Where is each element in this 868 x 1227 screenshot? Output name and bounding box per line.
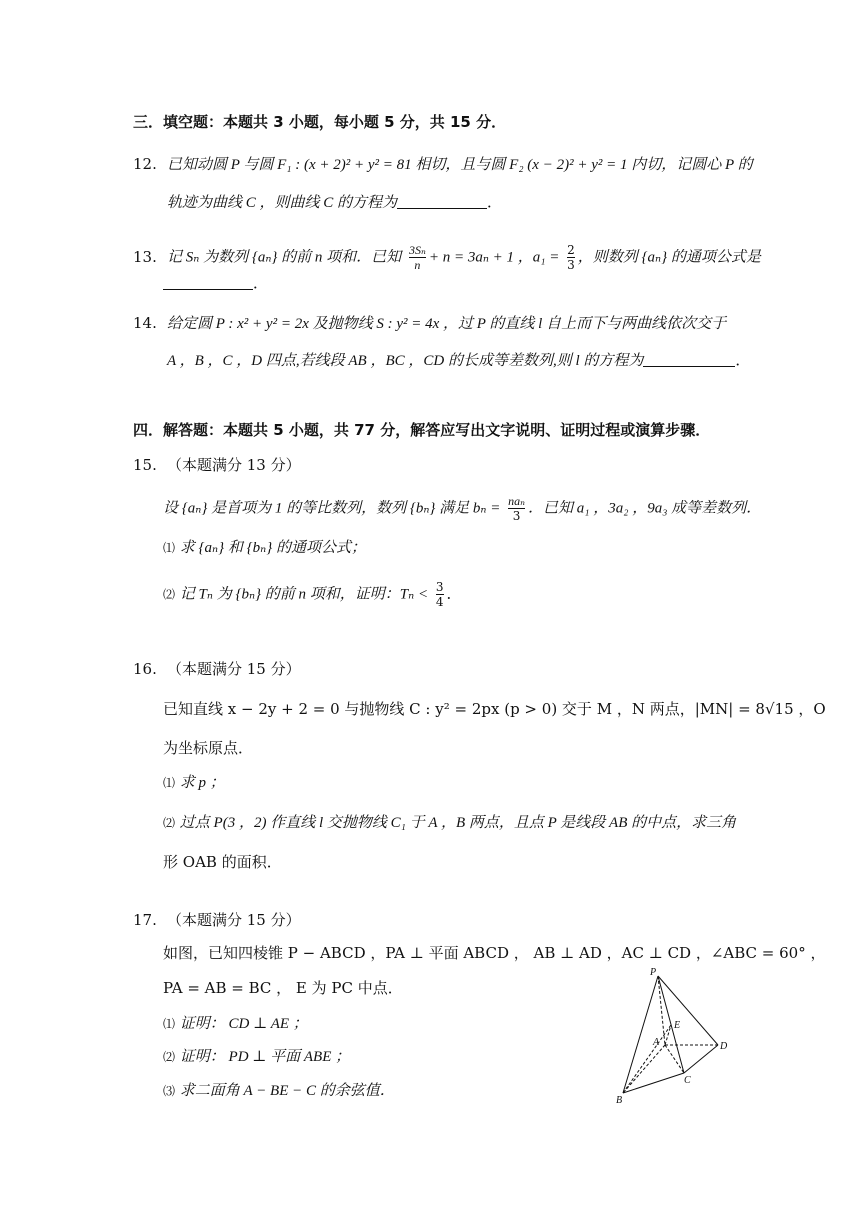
question-14-line-2: [167, 350, 750, 371]
question-17-part-1-text: 证明： CD ⊥ AE ；: [179, 1016, 308, 1032]
label-P: P: [650, 967, 657, 978]
question-15-header: [133, 455, 301, 475]
q15-fraction-numerator: naₙ: [508, 494, 526, 508]
question-15-fraction: [508, 494, 525, 523]
question-13-text-b: + n = 3aₙ + 1 ，a₁ =: [428, 249, 560, 266]
fraction-2-numerator: 2: [567, 243, 575, 257]
part-label: ⑴: [163, 776, 176, 790]
fraction-1-numerator: 3Sₙ: [408, 243, 426, 257]
question-17-part-3-text: 求二面角 A − BE − C 的余弦值．: [179, 1083, 395, 1099]
question-16-part-2-line-2: 形 OAB 的面积．: [163, 853, 282, 871]
question-17-part-2: [163, 1046, 350, 1067]
label-A: A: [653, 1037, 660, 1048]
question-15-part-1: [163, 537, 366, 558]
question-12-line-2: [167, 192, 502, 213]
question-12-number: 12.: [133, 155, 157, 173]
part-label: ⑶: [163, 1084, 176, 1098]
question-17-header: [133, 910, 301, 930]
question-15-stem: [163, 494, 761, 523]
q15-p2-numerator: 3: [435, 580, 444, 594]
edge-PB: [623, 976, 658, 1093]
question-15-stem-a: 设 {aₙ} 是首项为 1 的等比数列，数列 {bₙ} 满足 bₙ =: [163, 500, 501, 517]
question-13-text-c: ，则数列 {aₙ} 的通项公式是: [577, 249, 761, 266]
fraction-1-denominator: n: [414, 258, 421, 272]
part-label: ⑴: [163, 1017, 176, 1031]
question-17-part-3: [163, 1080, 395, 1101]
label-B: B: [616, 1095, 623, 1105]
question-13-line-1: [133, 243, 761, 272]
question-12-period: ．: [487, 193, 503, 211]
question-15-part-1-text: 求 {aₙ} 和 {bₙ} 的通项公式；: [179, 540, 366, 556]
question-16-number: 16.: [133, 660, 157, 678]
label-D: D: [720, 1041, 728, 1052]
question-12-answer-blank[interactable]: [397, 194, 487, 209]
question-14-text-1: 给定圆 P : x² + y² = 2x 及抛物线 S : y² = 4x ，过 P 的直线 l 自上而下与两曲线依次交于: [167, 316, 727, 332]
edge-AC: [665, 1045, 684, 1073]
section-3-heading: 三．填空题：本题共 3 小题，每小题 5 分，共 15 分．: [133, 113, 507, 131]
part-label: ⑵: [163, 587, 176, 602]
question-12-line-1: [133, 154, 753, 175]
question-16-stem-2: 为坐标原点．: [163, 739, 254, 757]
question-13-fraction-1: [409, 243, 426, 272]
pyramid-figure: [610, 965, 740, 1105]
question-16-header: [133, 659, 301, 679]
question-13-line-2: [163, 273, 268, 293]
question-15-number: 15.: [133, 456, 157, 474]
question-16-part-1-text: 求 p ；: [179, 775, 225, 791]
question-16-part-2-text-1: 过点 P(3 ，2) 作直线 l 交抛物线 C₁ 于 A ，B 两点，且点 P 是线段 AB 的中点，求三角: [179, 815, 737, 831]
question-14-line-1: [133, 313, 726, 334]
question-15-part-2-fraction: [436, 580, 444, 609]
question-17-stem-1: 如图，已知四棱锥 P − ABCD ，PA ⊥ 平面 ABCD ， AB ⊥ AD ，AC ⊥ CD ，∠ABC = 60° ，: [163, 944, 826, 962]
q15-p2-denominator: 4: [435, 595, 444, 609]
edge-AE: [665, 1025, 671, 1045]
label-E: E: [674, 1020, 681, 1031]
fraction-2-denominator: 3: [567, 258, 575, 272]
question-15-part-2: [163, 580, 462, 609]
question-12-text-1: 已知动圆 P 与圆 F₁ : (x + 2)² + y² = 81 相切，且与圆 F₂ (x − 2)² + y² = 1 内切，记圆心 P 的: [167, 157, 753, 173]
question-14-period: ．: [735, 351, 751, 369]
question-13-text-a: 记 Sₙ 为数列 {aₙ} 的前 n 项和．已知: [167, 249, 402, 266]
section-4-heading: 四．解答题：本题共 5 小题，共 77 分，解答应写出文字说明、证明过程或演算步骤．: [133, 421, 711, 439]
question-16-stem-1: 已知直线 x − 2y + 2 = 0 与抛物线 C : y² = 2px (p > 0) 交于 M ，N 两点，|MN| = 8√15 ，O: [163, 700, 826, 718]
q15-fraction-denominator: 3: [512, 509, 521, 523]
question-14-text-2: A ，B ，C ，D 四点,若线段 AB ，BC ，CD 的长成等差数列,则 l 的方程为: [167, 353, 644, 369]
part-label: ⑵: [163, 816, 176, 830]
edge-BE: [623, 1025, 671, 1093]
label-C: C: [684, 1075, 691, 1086]
question-17-number: 17.: [133, 911, 157, 929]
question-14-answer-blank[interactable]: [643, 352, 735, 367]
question-17-score: （本题满分 15 分）: [167, 911, 301, 929]
edge-CD: [684, 1045, 718, 1073]
question-15-score: （本题满分 13 分）: [167, 456, 301, 474]
question-17-part-1: [163, 1013, 308, 1034]
question-13-number: 13.: [133, 247, 157, 266]
question-13-fraction-2: [567, 243, 575, 272]
question-16-score: （本题满分 15 分）: [167, 660, 301, 678]
question-16-part-1: [163, 772, 225, 793]
question-17-stem-2: PA = AB = BC ， E 为 PC 中点．: [163, 979, 403, 997]
question-16-part-2-line-1: [163, 812, 736, 833]
question-12-text-2: 轨迹为曲线 C ，则曲线 C 的方程为: [167, 195, 398, 211]
question-14-number: 14.: [133, 314, 157, 332]
question-13-answer-blank[interactable]: [163, 275, 253, 290]
question-15-stem-b: ．已知 a₁ ，3a₂ ，9a₃ 成等差数列．: [528, 500, 762, 517]
question-15-part-2-period: ．: [446, 584, 462, 603]
question-13-period: ．: [253, 274, 269, 292]
question-15-part-2-text: 记 Tₙ 为 {bₙ} 的前 n 项和，证明：Tₙ <: [179, 586, 429, 603]
question-17-part-2-text: 证明： PD ⊥ 平面 ABE ；: [179, 1049, 351, 1065]
part-label: ⑴: [163, 541, 176, 555]
part-label: ⑵: [163, 1050, 176, 1064]
